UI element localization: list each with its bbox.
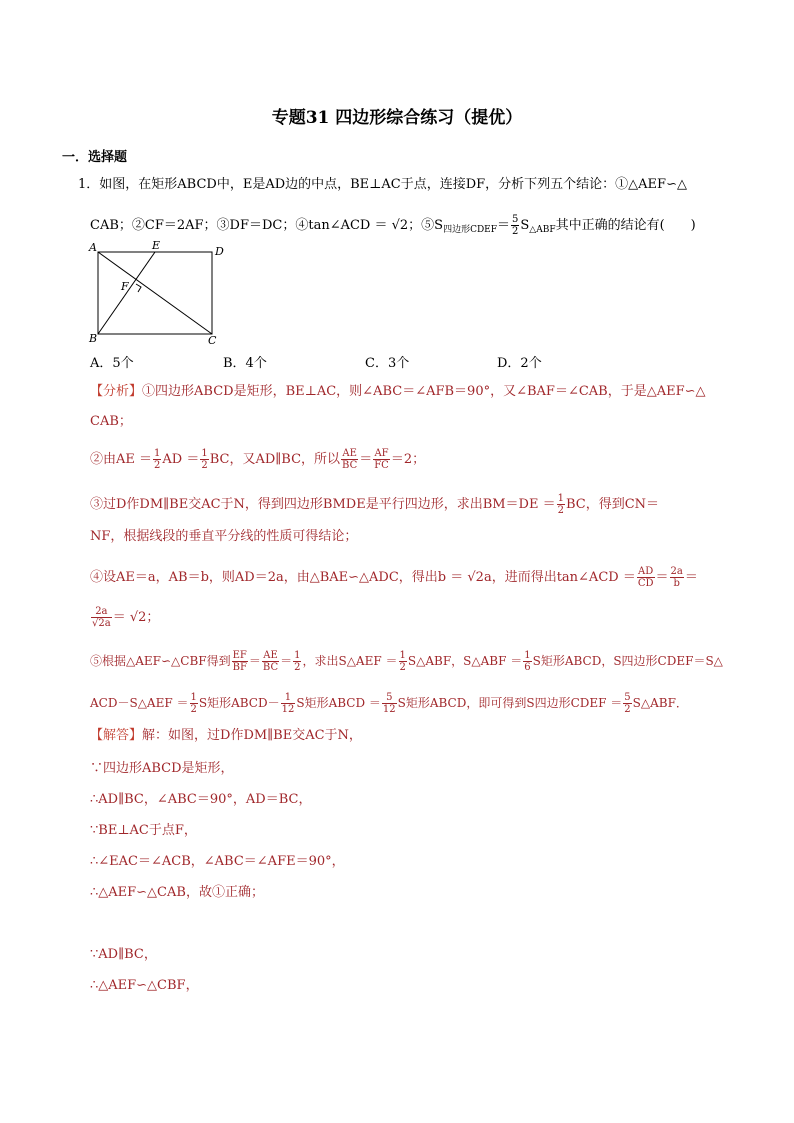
analysis-p5: ⑤根据△AEF∽△CBF得到 $\frac{EF}{BF}$ ＝ $\frac{AE}{BC}$ ＝ $\frac{1}{2}$ ，求出S△AEF ＝ $\frac{1}{2}$ S△ABF，S△ABF ＝ $\frac{1}{6}$ S矩形ABCD，S四边形CDEF＝S△ xyxy=(90,650,723,673)
question-line-1: 1．如图，在矩形ABCD中，E是AD边的中点，BE⊥AC于点，连接DF，分析下列五个结论：①△AEF∽△ xyxy=(78,177,687,192)
option-d: D．2个 xyxy=(497,356,542,371)
question-line-2: CAB；②CF＝2AF；③DF＝DC；④tan∠ACD ＝ √2；$⑤S_{四边形CDEF}=$ $\frac{5}{2}$ $S_{\triangle ABF}$其中正确的结论有( ) xyxy=(90,214,696,237)
label-c: C xyxy=(208,334,217,346)
analysis-p4: ④设AE＝a，AB＝b，则AD＝2a，由△BAE∽△ADC，得出b ＝ √2a，进而得出tan∠ACD ＝ $\frac{AD}{CD}$ ＝ $\frac{2a}{b}$ ＝ xyxy=(90,566,698,589)
solution-l3: ∴AD∥BC，∠ABC＝90°，AD＝BC， xyxy=(90,792,312,807)
option-b: B．4个 xyxy=(223,356,267,371)
option-a: A．5个 xyxy=(90,356,134,371)
page-title: 专题31 四边形综合练习（提优） xyxy=(271,108,523,128)
solution-l1: 【解答】解：如图，过D作DM∥BE交AC于N， xyxy=(90,728,362,743)
analysis-p3: ③过D作DM∥BE交AC于N，得到四边形BMDE是平行四边形，求出BM＝DE ＝ $\frac{1}{2}$ BC，得到CN＝ xyxy=(90,493,660,516)
analysis-p4d: $\frac{2a}{√2a}$ ＝ √2； xyxy=(92,606,160,629)
solution-l2: ∵四边形ABCD是矩形， xyxy=(90,761,234,776)
analysis-p2: ②由AE ＝ $\frac{1}{2}$ AD ＝ $\frac{1}{2}$ BC，又AD∥BC，所以 $\frac{AE}{BC}$ ＝ $\frac{AF}{FC}$ ＝2； xyxy=(90,448,426,471)
section-heading: 一．选择题 xyxy=(62,150,128,165)
analysis-p6: ACD－S△AEF ＝ $\frac{1}{2}$ S矩形ABCD－ $\frac{1}{12}$ S矩形ABCD ＝ $\frac{5}{12}$ S矩形ABCD，即可得到S四边形CDEF ＝ $\frac{5}{2}$ S△ABF． xyxy=(90,692,688,715)
label-e: E xyxy=(152,239,161,252)
analysis-p3c: NF，根据线段的垂直平分线的性质可得结论； xyxy=(90,529,358,544)
solution-l8: ∴△AEF∽△CBF， xyxy=(90,978,199,993)
solution-l7: ∵AD∥BC， xyxy=(90,947,157,962)
solution-l4: ∵BE⊥AC于点F， xyxy=(90,823,197,838)
label-a: A xyxy=(89,241,97,254)
option-c: C．3个 xyxy=(365,356,410,371)
solution-l6: ∴△AEF∽△CAB，故①正确； xyxy=(90,885,264,900)
label-f: F xyxy=(121,280,129,293)
analysis-p1b: CAB； xyxy=(90,414,132,429)
label-d: D xyxy=(215,245,224,258)
solution-l5: ∴∠EAC＝∠ACB，∠ABC＝∠AFE＝90°， xyxy=(90,854,345,869)
analysis-p1: 【分析】①四边形ABCD是矩形，BE⊥AC，则∠ABC＝∠AFB＝90°，又∠BAF＝∠CAB，于是△AEF∽△ xyxy=(90,384,706,399)
rectangle-figure xyxy=(86,238,226,346)
label-b: B xyxy=(89,332,98,345)
